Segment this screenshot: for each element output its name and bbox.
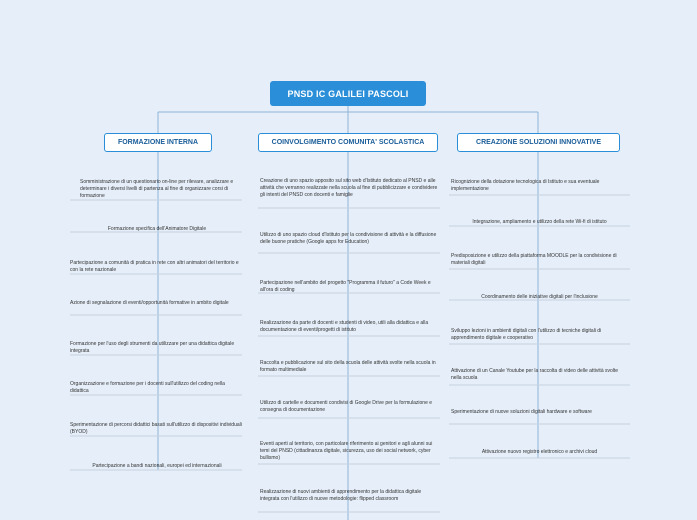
leaf-coinvolgimento-6[interactable]: Utilizzo di cartelle e documenti condivisi di Google Drive per la formulazione e consegna di documentazione — [260, 400, 433, 413]
leaf-formazione-3[interactable]: Partecipazione a comunità di pratica in rete con altri animatori del territorio e con la rete nazionale — [70, 260, 239, 273]
leaf-coinvolgimento-5[interactable]: Raccolta e pubblicazione sul sito della scuola delle attività svolte nella scuola in formato multimediale — [260, 360, 436, 373]
leaf-formazione-8[interactable]: Partecipazione a bandi nazionali, europei ed internazionali — [92, 463, 222, 469]
leaf-formazione-6[interactable]: Organizzazione e formazione per i docenti sull'utilizzo del coding nella didattica — [70, 381, 225, 394]
leaf-coinvolgimento-1[interactable]: Creazione di uno spazio apposito sul sito web d'Istituto dedicato al PNSD e alle attività che verranno realizzate nella scuola al fine di pubblicizzare e condividere gli intenti del PNSD con docenti e famiglie — [260, 178, 438, 198]
leaf-creazione-2[interactable]: Integrazione, ampliamento e utilizzo della rete Wi-fi di istituto — [472, 219, 607, 225]
leaf-creazione-1[interactable]: Ricognizione della dotazione tecnologica di Istituto e sua eventuale implementazione — [451, 179, 600, 192]
branch-formazione-interna[interactable]: FORMAZIONE INTERNA — [104, 133, 212, 152]
leaf-coinvolgimento-8[interactable]: Realizzazione di nuovi ambienti di apprendimento per la didattica digitale integrata con l'utilizzo di nuove metodologie: flipped classroom — [260, 489, 422, 502]
leaf-formazione-7[interactable]: Sperimentazione di percorsi didattici basati sull'utilizzo di dispositivi individuali (BYOD) — [70, 422, 242, 435]
leaf-formazione-1[interactable]: Somministrazione di un questionario on-line per rilevare, analizzare e determinare i diversi livelli di partenza al fine di organizzare corsi di formazione — [80, 179, 234, 199]
branch-coinvolgimento-comunita[interactable]: COINVOLGIMENTO COMUNITA' SCOLASTICA — [258, 133, 438, 152]
leaf-formazione-4[interactable]: Azione di segnalazione di eventi/opportunità formative in ambito digitale — [70, 300, 229, 306]
branch-creazione-soluzioni[interactable]: CREAZIONE SOLUZIONI INNOVATIVE — [457, 133, 620, 152]
leaf-coinvolgimento-4[interactable]: Realizzazione da parte di docenti e studenti di video, utili alla didattica e alla documentazione di eventi/progetti di istituto — [260, 320, 429, 333]
leaf-creazione-7[interactable]: Sperimentazione di nuove soluzioni digitali hardware e software — [451, 409, 592, 415]
leaf-creazione-6[interactable]: Attivazione di un Canale Youtube per la raccolta di video delle attività svolte nella scuola — [451, 368, 619, 381]
leaf-coinvolgimento-3[interactable]: Partecipazione nell'ambito del progetto "Programma il futuro" a Code Week e all'ora di coding — [260, 280, 431, 293]
leaf-creazione-4[interactable]: Coordinamento delle iniziative digitali per l'inclusione — [481, 294, 598, 300]
leaf-creazione-8[interactable]: Attivazione nuovo registro elettronico e archivi cloud — [481, 449, 598, 455]
leaf-coinvolgimento-7[interactable]: Eventi aperti al territorio, con particolare riferimento ai genitori e agli alunni sui temi del PNSD (cittadinanza digitale, sicurezza, uso dei social network, cyber bullismo) — [260, 441, 433, 461]
leaf-formazione-2[interactable]: Formazione specifica dell'Animatore Digitale — [107, 226, 207, 232]
leaf-creazione-5[interactable]: Sviluppo lezioni in ambienti digitali con l'utilizzo di tecniche digitali di apprendimento digitale e cooperativo — [451, 328, 602, 341]
leaf-creazione-3[interactable]: Predisposizione e utilizzo della piattaforma MOODLE per la condivisione di materiali digitali — [451, 253, 617, 266]
leaf-coinvolgimento-2[interactable]: Utilizzo di uno spazio cloud d'Istituto per la condivisione di attività e la diffusione delle buone pratiche (Google apps for Education) — [260, 232, 437, 245]
leaf-formazione-5[interactable]: Formazione per l'uso degli strumenti da utilizzare per una didattica digitale integrata — [70, 341, 235, 354]
root-topic[interactable]: PNSD IC GALILEI PASCOLI — [270, 81, 426, 106]
